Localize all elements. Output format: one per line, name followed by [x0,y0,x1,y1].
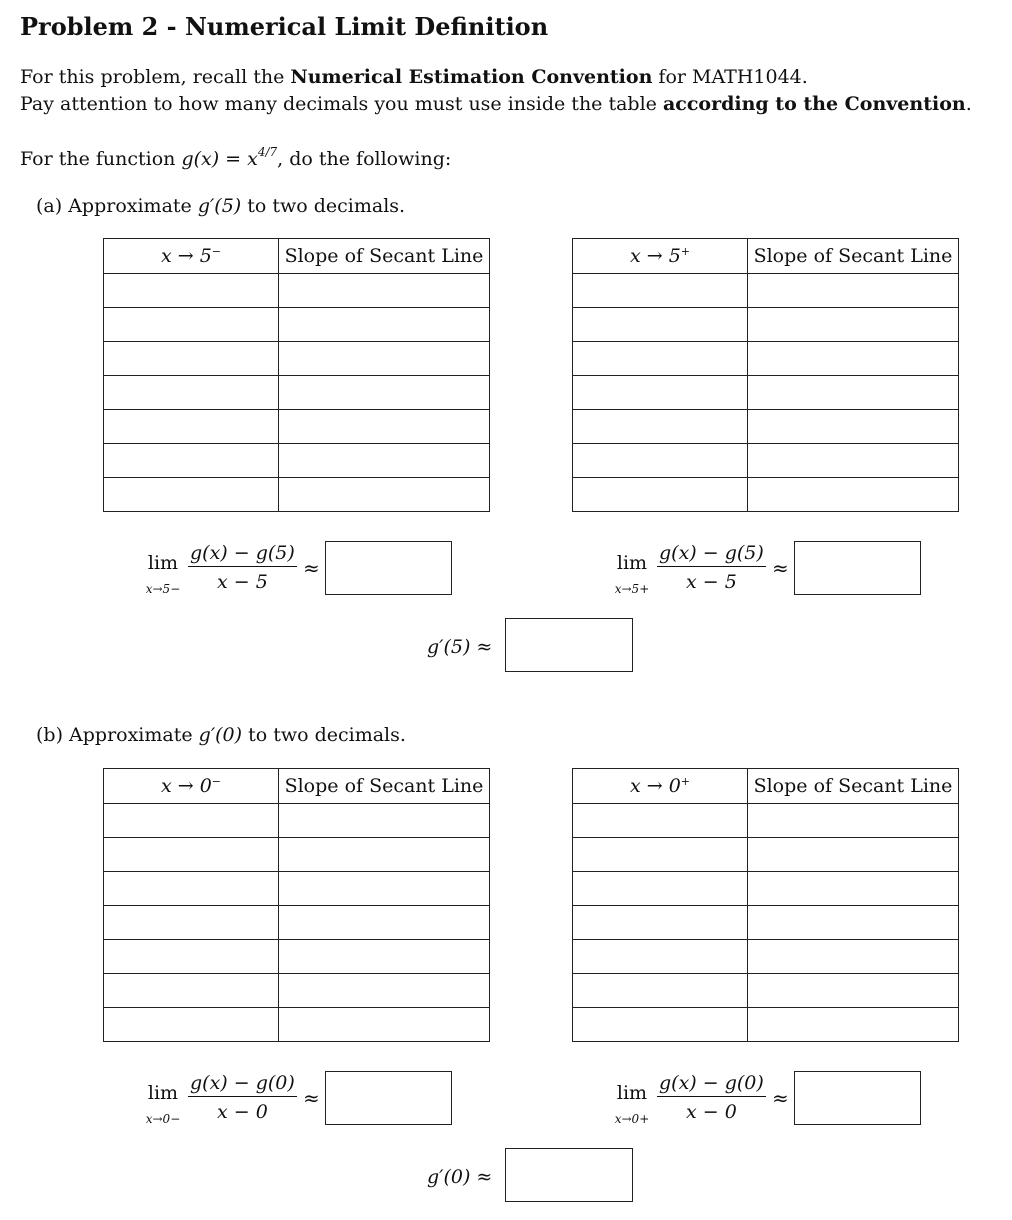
approx-symbol: ≈ [772,1086,789,1110]
table-row [104,838,490,872]
part-a-heading [36,195,405,217]
slope-cell[interactable] [279,376,490,410]
x-cell[interactable] [104,872,279,906]
fraction-denominator: x − 0 [216,1101,268,1123]
x-cell[interactable] [104,974,279,1008]
table-row [573,444,959,478]
slope-cell[interactable] [279,274,490,308]
x-cell[interactable] [573,444,748,478]
x-cell[interactable] [573,1008,748,1042]
fraction-numerator: g(x) − g(5) [188,542,297,567]
table-row [573,838,959,872]
part-b-target: g′(0) [198,724,243,746]
part-a-suffix: to two decimals. [241,195,406,217]
x-cell[interactable] [573,974,748,1008]
page-title: Problem 2 - Numerical Limit Definition [20,12,549,41]
slope-cell[interactable] [748,974,959,1008]
lim-subscript: x→0− [145,1112,181,1126]
slope-cell[interactable] [279,906,490,940]
x-cell[interactable] [104,838,279,872]
x-cell[interactable] [573,872,748,906]
table-row [104,478,490,512]
x-cell[interactable] [104,308,279,342]
x-cell[interactable] [573,342,748,376]
x-cell[interactable] [104,940,279,974]
table-row [573,410,959,444]
slope-cell[interactable] [748,342,959,376]
table-row [104,376,490,410]
fraction-denominator: x − 5 [216,571,268,593]
fraction-numerator: g(x) − g(5) [657,542,766,567]
part-a-left-table [103,238,490,512]
slope-cell[interactable] [279,478,490,512]
approx-symbol: ≈ [303,556,320,580]
table-row [573,906,959,940]
lim-label: lim [147,552,179,574]
table-row [104,872,490,906]
slope-cell[interactable] [748,410,959,444]
slope-column-header: Slope of Secant Line [748,239,959,274]
slope-cell[interactable] [748,478,959,512]
intro-text: Pay attention to how many decimals you must use inside the table [20,93,663,115]
x-cell[interactable] [104,274,279,308]
lim-label: lim [616,1082,648,1104]
table-row [104,804,490,838]
intro-text: for MATH1044. [652,66,808,88]
table-row [573,274,959,308]
x-cell[interactable] [104,376,279,410]
slope-cell[interactable] [748,872,959,906]
part-a-target: g′(5) [197,195,242,217]
intro-line-2 [20,93,972,115]
slope-cell[interactable] [279,940,490,974]
x-column-header: x → 0+ [573,769,748,804]
part-a-left-limit [143,542,473,602]
part-b-right-table [572,768,959,1042]
lim-subscript: x→5− [145,582,181,596]
x-cell[interactable] [104,444,279,478]
slope-column-header: Slope of Secant Line [279,239,490,274]
x-cell[interactable] [573,308,748,342]
left-limit-answer-box[interactable] [325,1071,452,1125]
table-row [573,1008,959,1042]
function-suffix: , do the following: [277,148,452,170]
intro-line-1 [20,66,808,88]
function-line [20,145,451,170]
difference-quotient [188,1072,297,1123]
right-limit-answer-box[interactable] [794,541,921,595]
x-cell[interactable] [104,410,279,444]
x-cell[interactable] [573,838,748,872]
table-row [104,1008,490,1042]
table-row [104,342,490,376]
function-exponent: 4/7 [257,145,278,159]
slope-column-header: Slope of Secant Line [748,769,959,804]
x-cell[interactable] [573,274,748,308]
slope-column-header: Slope of Secant Line [279,769,490,804]
table-row [104,308,490,342]
slope-cell[interactable] [748,906,959,940]
lim-subscript: x→0+ [614,1112,650,1126]
slope-cell[interactable] [279,974,490,1008]
slope-cell[interactable] [748,376,959,410]
x-cell[interactable] [573,478,748,512]
table-row [573,342,959,376]
part-a-right-table [572,238,959,512]
fraction-numerator: g(x) − g(0) [188,1072,297,1097]
part-b-right-limit [612,1072,942,1132]
convention-name: Numerical Estimation Convention [290,66,653,88]
lim-label: lim [147,1082,179,1104]
lim-label: lim [616,552,648,574]
fraction-denominator: x − 0 [685,1101,737,1123]
x-cell[interactable] [104,906,279,940]
x-cell[interactable] [104,342,279,376]
approx-symbol: ≈ [303,1086,320,1110]
slope-cell[interactable] [279,1008,490,1042]
table-row [104,906,490,940]
table-row [104,974,490,1008]
lim-subscript: x→5+ [614,582,650,596]
table-row [104,444,490,478]
fraction-denominator: x − 5 [685,571,737,593]
left-limit-answer-box[interactable] [325,541,452,595]
part-b-label: (b) Approximate [36,724,199,746]
part-a-derivative-answer-box[interactable] [505,618,633,672]
difference-quotient [188,542,297,593]
part-b-left-limit [143,1072,473,1132]
slope-cell[interactable] [279,804,490,838]
slope-cell[interactable] [748,1008,959,1042]
x-cell[interactable] [573,906,748,940]
difference-quotient [657,1072,766,1123]
table-row [573,308,959,342]
table-row [573,974,959,1008]
x-cell[interactable] [573,410,748,444]
slope-cell[interactable] [748,444,959,478]
part-b-suffix: to two decimals. [242,724,406,746]
x-column-header: x → 0− [104,769,279,804]
part-b-derivative-label: g′(0) ≈ [427,1166,493,1188]
x-cell[interactable] [104,804,279,838]
slope-cell[interactable] [748,308,959,342]
right-limit-answer-box[interactable] [794,1071,921,1125]
slope-cell[interactable] [748,804,959,838]
convention-emphasis: according to the Convention [662,93,966,115]
part-b-left-table [103,768,490,1042]
table-row [104,274,490,308]
approx-symbol: ≈ [772,556,789,580]
table-row [104,940,490,974]
x-cell[interactable] [104,478,279,512]
table-row [573,940,959,974]
intro-text: For this problem, recall the [20,66,291,88]
x-column-header: x → 5− [104,239,279,274]
slope-cell[interactable] [748,940,959,974]
function-expression: g(x) = x [181,148,258,170]
slope-cell[interactable] [279,872,490,906]
slope-cell[interactable] [279,410,490,444]
part-a-derivative-label: g′(5) ≈ [427,636,493,658]
slope-cell[interactable] [279,308,490,342]
x-cell[interactable] [573,376,748,410]
part-a-right-limit [612,542,942,602]
slope-cell[interactable] [748,838,959,872]
part-a-label: (a) Approximate [36,195,198,217]
difference-quotient [657,542,766,593]
x-column-header: x → 5+ [573,239,748,274]
table-row [573,376,959,410]
table-row [573,872,959,906]
slope-cell[interactable] [279,444,490,478]
table-row [573,804,959,838]
slope-cell[interactable] [748,274,959,308]
slope-cell[interactable] [279,342,490,376]
table-row [104,410,490,444]
x-cell[interactable] [573,804,748,838]
x-cell[interactable] [104,1008,279,1042]
intro-text: . [965,93,972,115]
part-b-derivative-answer-box[interactable] [505,1148,633,1202]
function-intro: For the function [20,148,182,170]
fraction-numerator: g(x) − g(0) [657,1072,766,1097]
slope-cell[interactable] [279,838,490,872]
x-cell[interactable] [573,940,748,974]
part-b-heading [36,724,406,746]
table-row [573,478,959,512]
